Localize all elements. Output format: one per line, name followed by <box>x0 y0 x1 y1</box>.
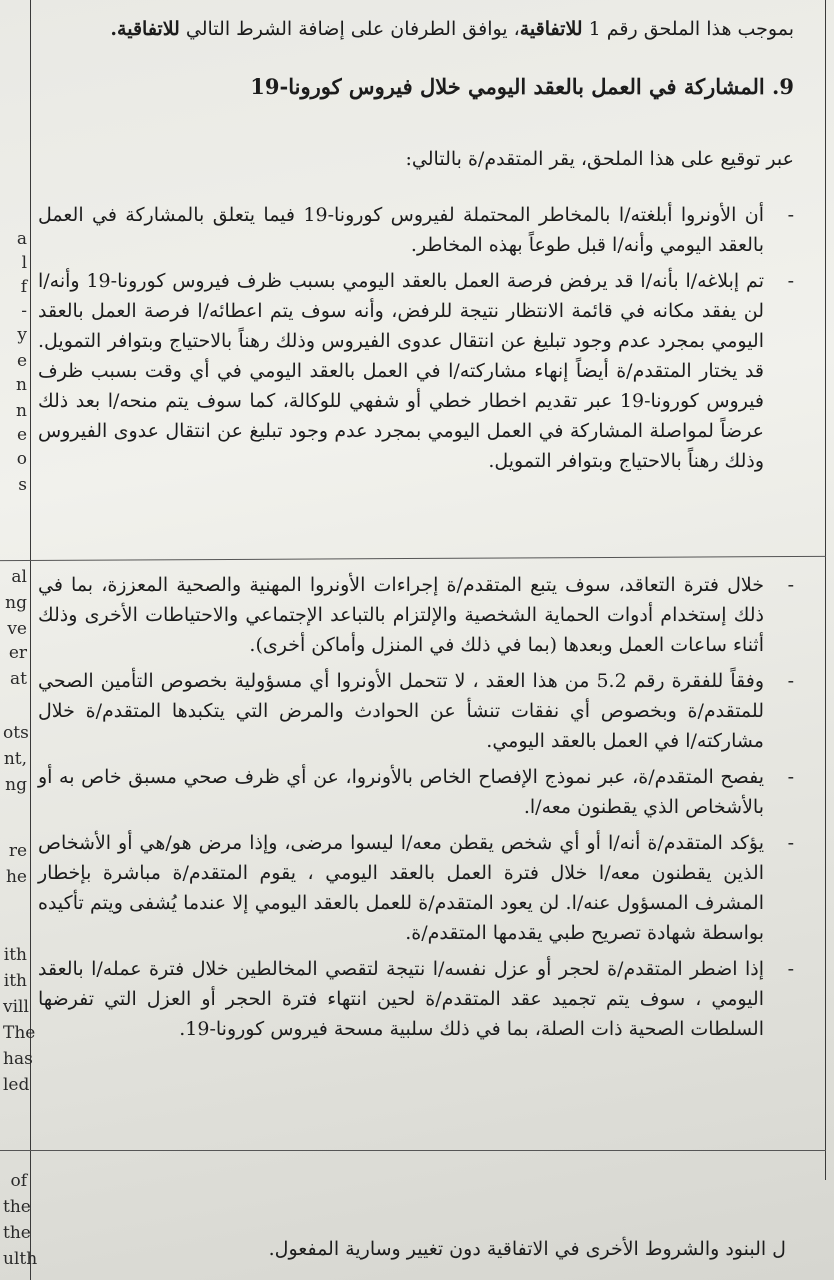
list-item <box>38 570 794 660</box>
list-item <box>38 200 794 260</box>
bullet-dash: - <box>787 270 794 292</box>
intro-paragraph <box>38 14 794 44</box>
fragment-text: ith <box>3 945 27 965</box>
fragment-text: a <box>16 229 27 249</box>
section-heading: 9. المشاركة في العمل بالعقد اليومي خلال فيروس كورونا-19 <box>250 74 794 99</box>
fragment-text: o <box>16 449 27 469</box>
lead-sentence: عبر توقيع على هذا الملحق، يقر المتقدم/ة بالتالي: <box>405 148 794 170</box>
fragment-text: he <box>5 867 27 887</box>
fragment-text: n <box>16 401 27 421</box>
intro-bold: للاتفاقية <box>519 18 583 40</box>
list-item <box>38 266 794 476</box>
fragment-text: re <box>8 841 27 861</box>
clause-list-bottom <box>38 570 794 1050</box>
intro-prefix: بموجب هذا الملحق رقم 1 <box>582 18 794 40</box>
list-item-text: خلال فترة التعاقد، سوف يتبع المتقدم/ة إجراءات الأونروا المهنية والصحية المعززة، بما في ذلك إستخدام أدوات الحماية الشخصية والإلتزام بالتباعد الإجتماعي والاحتياطات الأخرى وذلك أثناء ساعات العمل وبعدها (بما في ذلك في المنزل وأماكن أخرى). <box>38 574 764 656</box>
fragment-text: er <box>8 643 27 663</box>
fragment-text: the <box>3 1223 31 1243</box>
list-item <box>38 762 794 822</box>
intro-middle: ، يوافق الطرفان على إضافة الشرط التالي <box>179 18 520 40</box>
fragment-text: n <box>16 375 27 395</box>
fragment-text: - <box>21 301 27 321</box>
fragment-text: ve <box>7 619 27 639</box>
fragment-text: f <box>20 277 27 297</box>
fragment-text: the <box>3 1197 31 1217</box>
fragment-text: ots <box>3 723 29 743</box>
list-item-text: يفصح المتقدم/ة، عبر نموذج الإفصاح الخاص بالأونروا، عن أي ظرف صحي مسبق خاص به أو بالأشخاص الذي يقطنون معه/ا. <box>38 766 764 818</box>
row-divider <box>0 556 826 561</box>
bullet-dash: - <box>787 574 794 596</box>
fragment-text: The <box>3 1023 36 1043</box>
list-item-text: أن الأونروا أبلغته/ا بالمخاطر المحتملة لفيروس كورونا-19 فيما يتعلق بالمشاركة في العمل بالعقد اليومي وأنه/ا قبل طوعاً بهذه المخاطر. <box>38 204 764 256</box>
list-item <box>38 828 794 948</box>
fragment-text: ng <box>5 775 27 795</box>
bullet-dash: - <box>787 766 794 788</box>
bullet-dash: - <box>787 670 794 692</box>
list-item <box>38 666 794 756</box>
bullet-dash: - <box>787 958 794 980</box>
closing-clause: ل البنود والشروط الأخرى في الاتفاقية دون تغيير وسارية المفعول. <box>268 1238 786 1260</box>
intro-bold-end: للاتفاقية. <box>110 18 180 40</box>
fragment-text: at <box>10 669 27 689</box>
fragment-text: has <box>3 1049 33 1069</box>
list-item <box>38 954 794 1044</box>
previous-column-fragment <box>0 0 38 1280</box>
bullet-dash: - <box>787 832 794 854</box>
fragment-text: led <box>3 1075 30 1095</box>
fragment-text: al <box>11 567 27 587</box>
fragment-text: ulth <box>3 1249 38 1269</box>
list-item-text: تم إبلاغه/ا بأنه/ا قد يرفض فرصة العمل بالعقد اليومي بسبب ظرف فيروس كورونا-19 وأنه/ا لن يفقد مكانه في قائمة الانتظار نتيجة للرفض، وأنه سوف يتم اعطائه/ا فرصة العمل بالعقد اليومي بمجرد عدم وجود تبليغ عن انتقال عدوى الفيروس وذلك رهناً بالاحتياج وبتوافر التمويل. قد يختار المتقدم/ة أيضاً إنهاء مشاركته/ا في العمل بالعقد اليومي في أي وقت بسبب ظرف فيروس كورونا-19 عبر تقديم اخطار خطي أو شفهي للوكالة، كما سوف يتم منحه/ا بعد ذلك عرضاً لمواصلة المشاركة في العمل اليومي بمجرد عدم وجود تبليغ عن انتقال عدوى الفيروس وذلك رهناً بالاحتياج وبتوافر التمويل. <box>38 270 764 472</box>
fragment-text: vill <box>3 997 29 1017</box>
clause-list-top <box>38 200 794 482</box>
fragment-text: e <box>16 351 27 371</box>
fragment-text: of <box>10 1171 27 1191</box>
list-item-text: يؤكد المتقدم/ة أنه/ا أو أي شخص يقطن معه/ا ليسوا مرضى، وإذا مرض هو/هي أو الأشخاص الذين يقطنون معه/ا خلال فترة العمل بالعقد اليومي ، يقوم المتقدم/ة مباشرة بإخطار المشرف المسؤول عنه/ا. لن يعود المتقدم/ة للعمل بالعقد اليومي إلا عندما يُشفى ويتم تأكيده بواسطة شهادة تصريح طبي يقدمها المتقدم/ة. <box>38 832 764 944</box>
list-item-text: إذا اضطر المتقدم/ة لحجر أو عزل نفسه/ا نتيجة لتقصي المخالطين خلال فترة عمله/ا بالعقد اليومي ، سوف يتم تجميد عقد المتقدم/ة لحين انتهاء فترة الحجر أو العزل التي تفرضها السلطات الصحية ذات الصلة، بما في ذلك سلبية مسحة فيروس كورونا-19. <box>38 958 764 1040</box>
fragment-text: s <box>18 475 27 495</box>
fragment-text: nt, <box>3 749 27 769</box>
fragment-text: l <box>21 253 27 273</box>
list-item-text: وفقاً للفقرة رقم 5.2 من هذا العقد ، لا تتحمل الأونروا أي مسؤولية بخصوص التأمين الصحي للمتقدم/ة وبخصوص أي نفقات تنشأ عن الحوادث والمرض التي يتكبدها المتقدم/ة خلال مشاركته/ا في العمل بالعقد اليومي. <box>38 670 764 752</box>
row-divider <box>0 1150 826 1151</box>
fragment-text: ng <box>5 593 27 613</box>
fragment-text: e <box>16 425 27 445</box>
right-border-rule <box>825 0 827 1180</box>
fragment-text: ith <box>3 971 27 991</box>
bullet-dash: - <box>787 204 794 226</box>
fragment-text: y <box>17 325 27 345</box>
